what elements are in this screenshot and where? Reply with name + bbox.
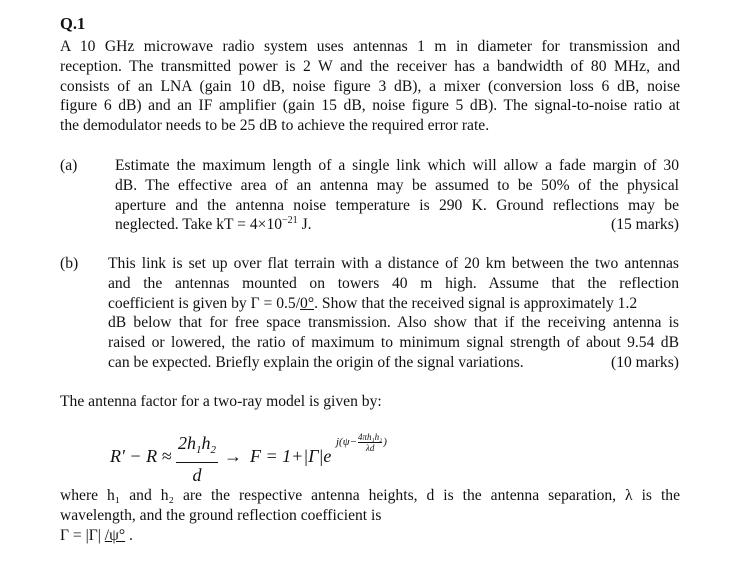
formula-exponent: $j(\psi-\frac{\text{4πh₁h₂}}{\lambda d}$ ) [336, 432, 387, 453]
intro-line: the demodulator needs to be 25 dB to achieve the required error rate. [60, 117, 490, 135]
question-label: Q.1 [60, 14, 86, 33]
intro-line: A 10 GHz microwave radio system uses antennas 1 m in diameter for transmission and [60, 38, 680, 55]
formula-lhs: R′ − R ≈ [110, 446, 172, 466]
formula-numerator: $2h_1h_2$ [178, 433, 216, 456]
intro-line: figure 6 dB) and an IF amplifier (gain 15 dB, noise figure 5 dB). The signal-to-noise ratio at [60, 97, 680, 115]
where-paragraph [60, 486, 680, 526]
where-line: where h₁ and h₂ are the respective antenna heights, d is the antenna separation, λ is the [60, 487, 680, 504]
two-ray-formula [110, 428, 530, 486]
formula-fraction-bar [176, 462, 218, 463]
intro-line: reception. The transmitted power is 2 W and the receiver has a bandwidth of 80 MHz, and [60, 57, 680, 75]
part-a-last-suffix: J. [297, 216, 312, 234]
formula-arrow: → [224, 446, 242, 466]
part-a-last-line [115, 215, 679, 235]
intro-line: consists of an LNA (gain 10 dB, noise figure 3 dB), a mixer (conversion loss 6 dB, noise [60, 77, 680, 95]
part-b-last-line [108, 353, 679, 373]
part-b-line: raised or lowered, the ratio of maximum to minimum signal strength of about 9.54 dB [108, 334, 679, 352]
part-a-label: (a) [60, 157, 78, 174]
part-b-last-text: can be expected. Briefly explain the origin of the signal variations. [108, 353, 524, 371]
part-b-body [108, 254, 679, 373]
part-b-line: dB below that for free space transmission. Also show that if the receiving antenna is [108, 314, 679, 332]
part-b-marks: (10 marks) [611, 353, 679, 371]
part-b-line3-prefix: coefficient is given by Γ = 0.5/ [108, 294, 301, 312]
part-b-line: and the antennas mounted on towers 40 m high. Assume that the reflection [108, 274, 679, 292]
part-a-body [115, 156, 679, 235]
formula-F: F = 1+|Γ|e [250, 446, 332, 466]
part-a-line: dB. The effective area of an antenna may be assumed to be 50% of the physical [115, 176, 679, 194]
part-a-line: aperture and the antenna noise temperature is 290 K. Ground reflections may be [115, 196, 679, 214]
formula-fraction [176, 432, 218, 486]
where-line: wavelength, and the ground reflection coefficient is [60, 506, 382, 524]
part-b-line3-suffix: . Show that the received signal is approximately 1.2 [314, 294, 638, 312]
gamma-angle: /ψ° [104, 527, 126, 544]
part-b-label: (b) [60, 255, 79, 272]
part-a-last-prefix: neglected. Take kT = 4×10 [115, 216, 283, 234]
part-a-line: Estimate the maximum length of a single link which will allow a fade margin of 30 [115, 157, 679, 174]
intro-paragraph [60, 37, 680, 136]
part-a-exponent: −21 [282, 215, 298, 227]
part-b-line: This link is set up over flat terrain with a distance of 20 km between the two antennas [108, 255, 679, 272]
antenna-factor-text: The antenna factor for a two-ray model is given by: [60, 393, 382, 410]
gamma-definition: Γ = |Γ| /ψ° . [60, 527, 133, 544]
part-b-angle: 0° [300, 294, 315, 312]
part-b-line [108, 294, 679, 314]
part-a-marks: (15 marks) [611, 216, 679, 234]
formula-denominator: d [192, 465, 202, 485]
